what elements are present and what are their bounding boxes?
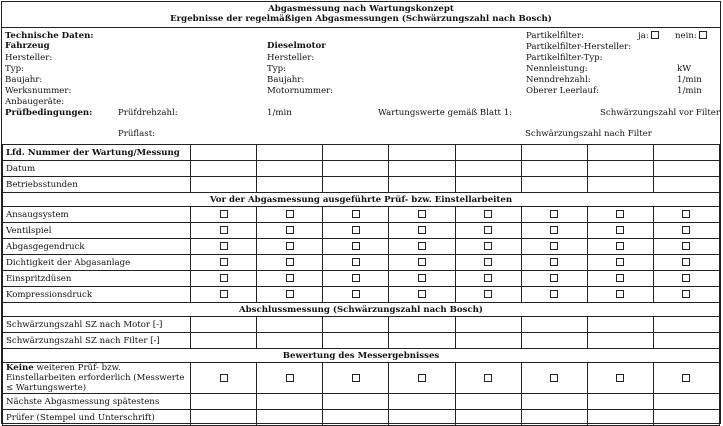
sz-cell[interactable] <box>587 333 653 349</box>
section1-title: Vor der Abgasmessung ausgeführte Prüf- bzw. Einstellarbeiten <box>3 193 720 207</box>
check-label: Ansaugsystem <box>3 207 191 223</box>
pruefer-cell[interactable] <box>389 410 455 426</box>
checkbox[interactable] <box>286 258 294 266</box>
pruefer-cell[interactable] <box>191 410 257 426</box>
checkbox[interactable] <box>682 226 690 234</box>
fahrzeug-label: Fahrzeug <box>5 41 50 51</box>
lfd-cell[interactable] <box>653 145 719 161</box>
checkbox[interactable] <box>418 226 426 234</box>
sz-cell[interactable] <box>257 333 323 349</box>
oberer-leerlauf-unit: 1/min <box>677 86 702 96</box>
checkbox[interactable] <box>682 274 690 282</box>
datum-cell[interactable] <box>653 161 719 177</box>
section2-title: Abschlussmessung (Schwärzungszahl nach Bosch) <box>3 303 720 317</box>
dm-baujahr-label: Baujahr: <box>267 75 305 85</box>
checkbox[interactable] <box>418 274 426 282</box>
nein-label: nein: <box>675 31 697 41</box>
form-title: Abgasmessung nach Wartungskonzept <box>268 4 454 14</box>
pruefer-cell[interactable] <box>323 410 389 426</box>
sz-vor-filter-label: Schwärzungszahl vor Filter <box>600 108 720 118</box>
checkbox[interactable] <box>352 258 360 266</box>
checkbox[interactable] <box>550 374 558 382</box>
fz-hersteller-label: Hersteller: <box>5 53 53 63</box>
naechste-cell[interactable] <box>323 394 389 410</box>
measurement-table <box>2 144 720 426</box>
checkbox[interactable] <box>220 290 228 298</box>
partikelfilter-label: Partikelfilter: <box>526 31 584 41</box>
nein-checkbox[interactable] <box>699 31 707 39</box>
check-label: Kompressionsdruck <box>3 287 191 303</box>
checkbox[interactable] <box>682 374 690 382</box>
werksnummer-label: Werksnummer: <box>5 86 72 96</box>
table-row <box>3 287 720 303</box>
betriebsstunden-label: Betriebsstunden <box>3 177 191 193</box>
check-label: Dichtigkeit der Abgasanlage <box>3 255 191 271</box>
sz-cell[interactable] <box>455 333 521 349</box>
datum-cell[interactable] <box>587 161 653 177</box>
keine-label <box>3 363 191 394</box>
naechste-cell[interactable] <box>653 394 719 410</box>
pruefer-cell[interactable] <box>521 410 587 426</box>
naechste-cell[interactable] <box>455 394 521 410</box>
betriebsstunden-cell[interactable] <box>389 177 455 193</box>
checkbox[interactable] <box>682 290 690 298</box>
nenndrehzahl-unit: 1/min <box>677 75 702 85</box>
ja-checkbox[interactable] <box>651 31 659 39</box>
checkbox[interactable] <box>286 226 294 234</box>
table-row <box>3 333 720 349</box>
checkbox[interactable] <box>220 226 228 234</box>
sz-cell[interactable] <box>389 317 455 333</box>
oberer-leerlauf-label: Oberer Leerlauf: <box>526 86 600 96</box>
lfd-nummer-label: Lfd. Nummer der Wartung/Messung <box>3 145 191 161</box>
table-row <box>3 317 720 333</box>
table-row <box>3 255 720 271</box>
checkbox[interactable] <box>484 210 492 218</box>
dm-hersteller-label: Hersteller: <box>267 53 315 63</box>
fz-baujahr-label: Baujahr: <box>5 75 43 85</box>
checkbox[interactable] <box>616 242 624 250</box>
lfd-cell[interactable] <box>587 145 653 161</box>
checkbox[interactable] <box>550 226 558 234</box>
checkbox[interactable] <box>682 242 690 250</box>
check-label: Abgasgegendruck <box>3 239 191 255</box>
sz-cell[interactable] <box>455 317 521 333</box>
lfd-cell[interactable] <box>323 145 389 161</box>
pruefdrehzahl-label: Prüfdrehzahl: <box>118 108 178 118</box>
checkbox[interactable] <box>418 258 426 266</box>
lfd-cell[interactable] <box>257 145 323 161</box>
checkbox[interactable] <box>286 374 294 382</box>
form-subtitle: Ergebnisse der regelmäßigen Abgasmessungen (Schwärzungszahl nach Bosch) <box>170 14 552 24</box>
checkbox[interactable] <box>286 290 294 298</box>
datum-cell[interactable] <box>323 161 389 177</box>
sz-nach-filter-label: Schwärzungszahl nach Filter <box>525 129 652 139</box>
sz-motor-label: Schwärzungszahl SZ nach Motor [-] <box>3 317 191 333</box>
partikelfilter-nein <box>675 31 707 41</box>
datum-cell[interactable] <box>455 161 521 177</box>
naechste-cell[interactable] <box>521 394 587 410</box>
check-label: Ventilspiel <box>3 223 191 239</box>
checkbox[interactable] <box>352 210 360 218</box>
dm-typ-label: Typ: <box>267 64 286 74</box>
checkbox[interactable] <box>484 290 492 298</box>
checkbox[interactable] <box>352 226 360 234</box>
table-row <box>3 271 720 287</box>
table-row <box>3 177 720 193</box>
pruef-heading: Prüfbedingungen: <box>5 108 93 118</box>
checkbox[interactable] <box>550 290 558 298</box>
dieselmotor-label: Dieselmotor <box>267 41 326 51</box>
keine-bold: Keine <box>6 363 34 373</box>
sz-cell[interactable] <box>323 333 389 349</box>
header-divider <box>2 27 720 28</box>
lfd-cell[interactable] <box>389 145 455 161</box>
wartungswerte-label: Wartungswerte gemäß Blatt 1: <box>378 108 513 118</box>
checkbox[interactable] <box>616 374 624 382</box>
sz-cell[interactable] <box>389 333 455 349</box>
sz-cell[interactable] <box>323 317 389 333</box>
section-header <box>3 303 720 317</box>
table-row <box>3 207 720 223</box>
checkbox[interactable] <box>484 258 492 266</box>
checkbox[interactable] <box>682 258 690 266</box>
betriebsstunden-cell[interactable] <box>191 177 257 193</box>
lfd-cell[interactable] <box>521 145 587 161</box>
motornummer-label: Motornummer: <box>267 86 334 96</box>
sz-cell[interactable] <box>191 317 257 333</box>
betriebsstunden-cell[interactable] <box>455 177 521 193</box>
checkbox[interactable] <box>484 274 492 282</box>
datum-cell[interactable] <box>191 161 257 177</box>
nenndrehzahl-label: Nenndrehzahl: <box>526 75 591 85</box>
pruefer-cell[interactable] <box>257 410 323 426</box>
checkbox[interactable] <box>550 210 558 218</box>
pruefer-cell[interactable] <box>653 410 719 426</box>
table-row <box>3 239 720 255</box>
checkbox[interactable] <box>220 242 228 250</box>
checkbox[interactable] <box>484 226 492 234</box>
betriebsstunden-cell[interactable] <box>521 177 587 193</box>
checkbox[interactable] <box>352 274 360 282</box>
table-row <box>3 363 720 394</box>
table-row <box>3 223 720 239</box>
datum-cell[interactable] <box>389 161 455 177</box>
pruefer-cell[interactable] <box>587 410 653 426</box>
checkbox[interactable] <box>352 290 360 298</box>
datum-cell[interactable] <box>257 161 323 177</box>
section-header <box>3 193 720 207</box>
form-frame <box>1 1 721 424</box>
prueflast-label: Prüflast: <box>118 129 156 139</box>
section-header <box>3 349 720 363</box>
pruefdrehzahl-unit: 1/min <box>267 108 292 118</box>
checkbox[interactable] <box>220 274 228 282</box>
betriebsstunden-cell[interactable] <box>653 177 719 193</box>
pruefer-cell[interactable] <box>455 410 521 426</box>
sz-cell[interactable] <box>653 317 719 333</box>
checkbox[interactable] <box>550 258 558 266</box>
nennleistung-unit: kW <box>677 64 692 74</box>
check-label: Einspritzdüsen <box>3 271 191 287</box>
checkbox[interactable] <box>418 242 426 250</box>
pf-hersteller-label: Partikelfilter-Hersteller: <box>526 42 632 52</box>
checkbox[interactable] <box>550 242 558 250</box>
checkbox[interactable] <box>220 210 228 218</box>
checkbox[interactable] <box>352 242 360 250</box>
checkbox[interactable] <box>616 290 624 298</box>
lfd-cell[interactable] <box>191 145 257 161</box>
ja-label: ja: <box>638 31 649 41</box>
tech-heading: Technische Daten: <box>5 31 94 41</box>
checkbox[interactable] <box>484 374 492 382</box>
fz-typ-label: Typ: <box>5 64 24 74</box>
checkbox[interactable] <box>352 374 360 382</box>
datum-label: Datum <box>3 161 191 177</box>
table-row <box>3 410 720 426</box>
sz-cell[interactable] <box>521 333 587 349</box>
lfd-cell[interactable] <box>455 145 521 161</box>
checkbox[interactable] <box>616 226 624 234</box>
checkbox[interactable] <box>484 242 492 250</box>
sz-cell[interactable] <box>521 317 587 333</box>
naechste-cell[interactable] <box>587 394 653 410</box>
checkbox[interactable] <box>550 274 558 282</box>
nennleistung-label: Nennleistung: <box>526 64 588 74</box>
naechste-cell[interactable] <box>257 394 323 410</box>
sz-cell[interactable] <box>653 333 719 349</box>
naechste-cell[interactable] <box>191 394 257 410</box>
partikelfilter-ja <box>638 31 659 41</box>
keine-rest: weiteren Prüf- bzw. Einstellarbeiten erforderlich (Messwerte ≤ Wartungswerte) <box>6 363 185 393</box>
checkbox[interactable] <box>286 242 294 250</box>
betriebsstunden-cell[interactable] <box>587 177 653 193</box>
naechste-label: Nächste Abgasmessung spätestens <box>3 394 191 410</box>
checkbox[interactable] <box>418 210 426 218</box>
betriebsstunden-cell[interactable] <box>257 177 323 193</box>
section3-title: Bewertung des Messergebnisses <box>3 349 720 363</box>
table-row <box>3 161 720 177</box>
sz-cell[interactable] <box>191 333 257 349</box>
checkbox[interactable] <box>286 274 294 282</box>
checkbox[interactable] <box>220 374 228 382</box>
sz-cell[interactable] <box>257 317 323 333</box>
sz-filter-label: Schwärzungszahl SZ nach Filter [-] <box>3 333 191 349</box>
anbaugeraete-label: Anbaugeräte: <box>5 97 65 107</box>
checkbox[interactable] <box>286 210 294 218</box>
datum-cell[interactable] <box>521 161 587 177</box>
table-row <box>3 394 720 410</box>
sz-cell[interactable] <box>587 317 653 333</box>
checkbox[interactable] <box>682 210 690 218</box>
checkbox[interactable] <box>616 274 624 282</box>
checkbox[interactable] <box>220 258 228 266</box>
checkbox[interactable] <box>616 210 624 218</box>
betriebsstunden-cell[interactable] <box>323 177 389 193</box>
pf-typ-label: Partikelfilter-Typ: <box>526 53 603 63</box>
table-row <box>3 145 720 161</box>
checkbox[interactable] <box>418 290 426 298</box>
pruefer-label: Prüfer (Stempel und Unterschrift) <box>3 410 191 426</box>
checkbox[interactable] <box>616 258 624 266</box>
checkbox[interactable] <box>418 374 426 382</box>
naechste-cell[interactable] <box>389 394 455 410</box>
